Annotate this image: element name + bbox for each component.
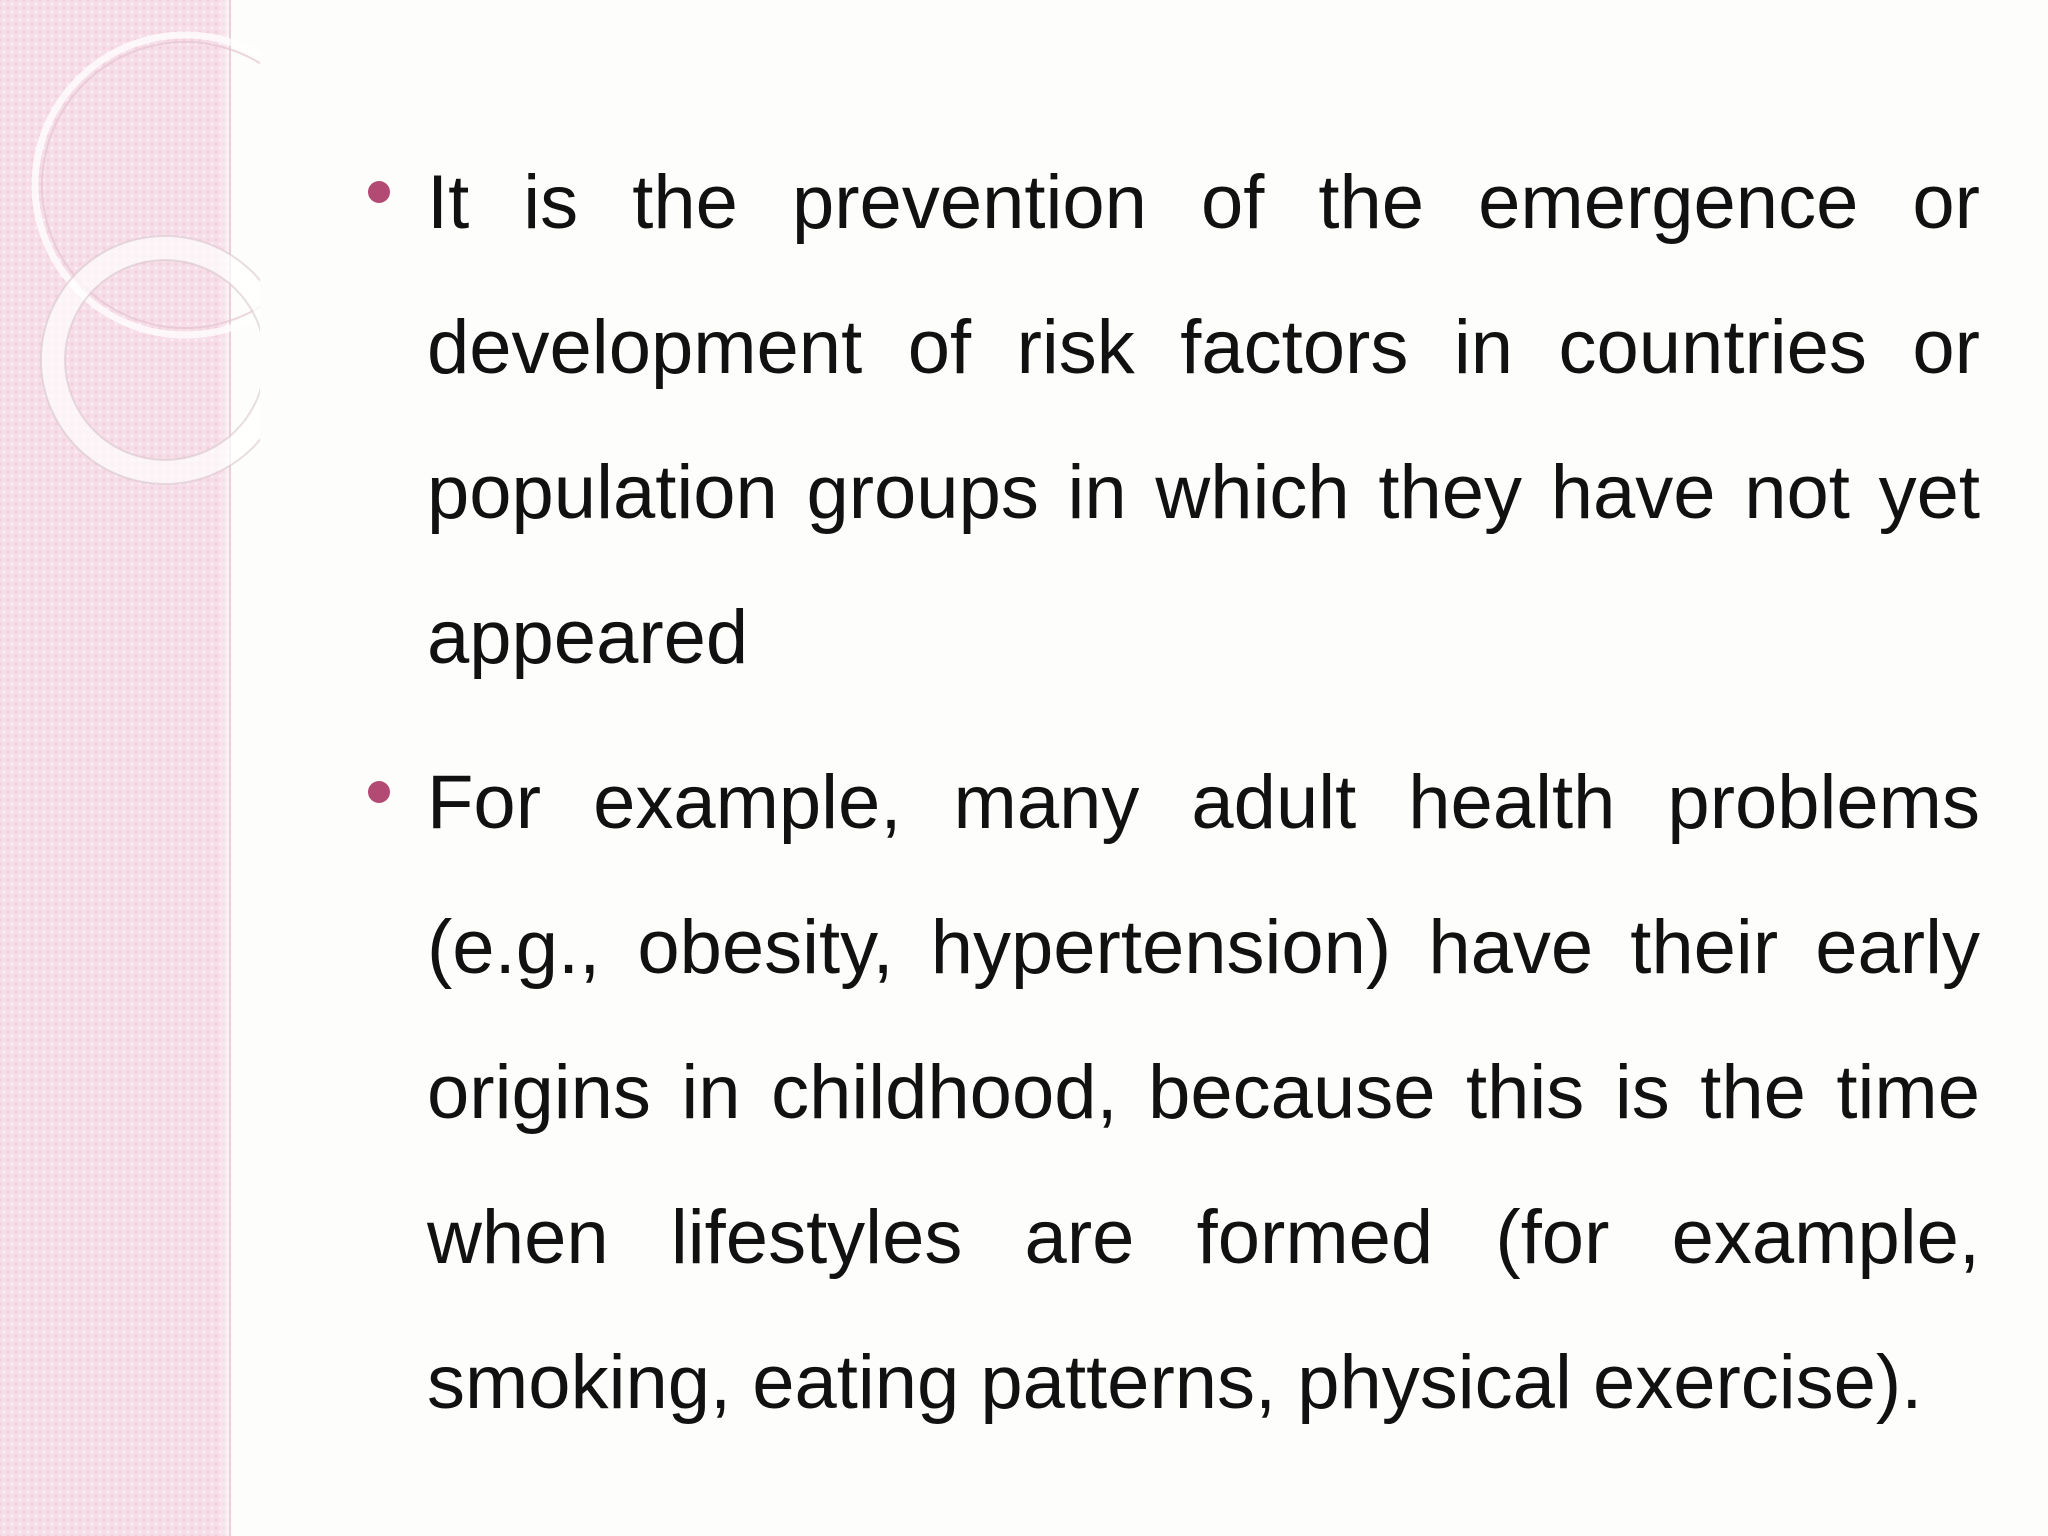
bullet-item [355,730,1980,1455]
slide-body [355,130,1980,1455]
bullet-item [355,130,1980,710]
bullet-dot-icon [368,181,390,203]
bullet-dot-icon [368,781,390,803]
decorative-rings-icon [0,0,260,520]
bullet-text: It is the prevention of the emergence or development of risk factors in countries or population groups in which they have not yet appeared [427,160,1980,680]
bullet-text: For example, many adult health problems (e.g., obesity, hypertension) have their early origins in childhood, because this is the time when lifestyles are formed (for example, smoking, eating patterns, physical exercise). [427,760,1980,1425]
